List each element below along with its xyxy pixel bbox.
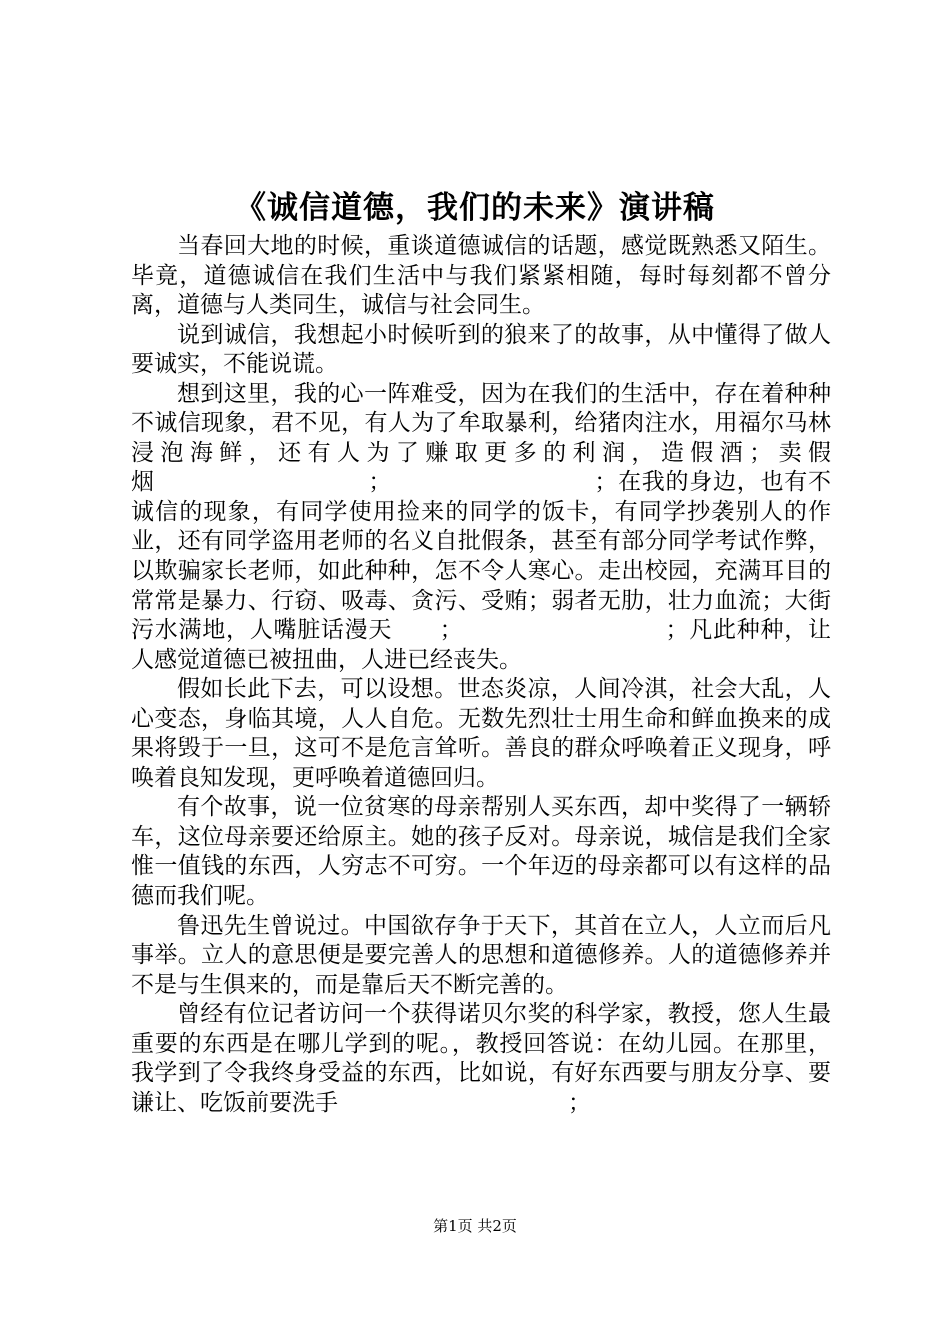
page-footer: 第1页 共2页 <box>433 1217 517 1235</box>
paragraph: 曾经有位记者访问一个获得诺贝尔奖的科学家，教授，您人生最重要的东西是在哪儿学到的呢。，教授回答说：在幼儿园。在那里，我学到了令我终身受益的东西，比如说，有好东西要与朋友分享、要谦让、吃饭前要洗手 ； <box>131 1001 831 1116</box>
paragraph: 鲁迅先生曾说过。中国欲存争于天下，其首在立人，人立而后凡事举。立人的意思便是要完善人的思想和道德修养。人的道德修养并不是与生俱来的，而是靠后天不断完善的。 <box>131 912 831 998</box>
paragraph: 说到诚信，我想起小时候听到的狼来了的故事，从中懂得了做人要诚实，不能说谎。 <box>131 321 831 378</box>
document-title: 《诚信道德，我们的未来》演讲稿 <box>235 190 715 226</box>
paragraph: 有个故事，说一位贫寒的母亲帮别人买东西，却中奖得了一辆轿车，这位母亲要还给原主。她的孩子反对。母亲说，城信是我们全家惟一值钱的东西，人穷志不可穷。一个年迈的母亲都可以有这样的品德而我们呢。 <box>131 794 831 910</box>
document-body <box>131 232 831 1118</box>
paragraph: 当春回大地的时候，重谈道德诚信的话题，感觉既熟悉又陌生。毕竟，道德诚信在我们生活中与我们紧紧相随，每时每刻都不曾分离，道德与人类同生，诚信与社会同生。 <box>131 233 831 319</box>
paragraph: 想到这里，我的心一阵难受，因为在我们的生活中，存在着种种不诚信现象，君不见，有人为了牟取暴利，给猪肉注水，用福尔马林浸泡海鲜，还有人为了赚取更多的利润，造假酒；卖假烟 ； ；在我的身边，也有不诚信的现象，有同学使用捡来的同学的饭卡，有同学抄袭别人的作业，还有同学盗用老师的名义自批假条，甚至有部分同学考试作弊，以欺骗家长老师，如此种种，怎不令人寒心。走出校园，充满耳目的常常是暴力、行窃、吸毒、贪污、受贿；弱者无肋，壮力血流；大街污水满地，人嘴脏话漫天 ； ；凡此种种，让人感觉道德已被扭曲，人进已经丧失。 <box>131 380 831 673</box>
paragraph: 假如长此下去，可以设想。世态炎凉，人间冷淇，社会大乱，人心变态，身临其境，人人自危。无数先烈壮士用生命和鲜血换来的成果将毁于一旦，这可不是危言耸听。善良的群众呼唤着正义现身，呼唤着良知发现，更呼唤着道德回归。 <box>131 676 831 791</box>
